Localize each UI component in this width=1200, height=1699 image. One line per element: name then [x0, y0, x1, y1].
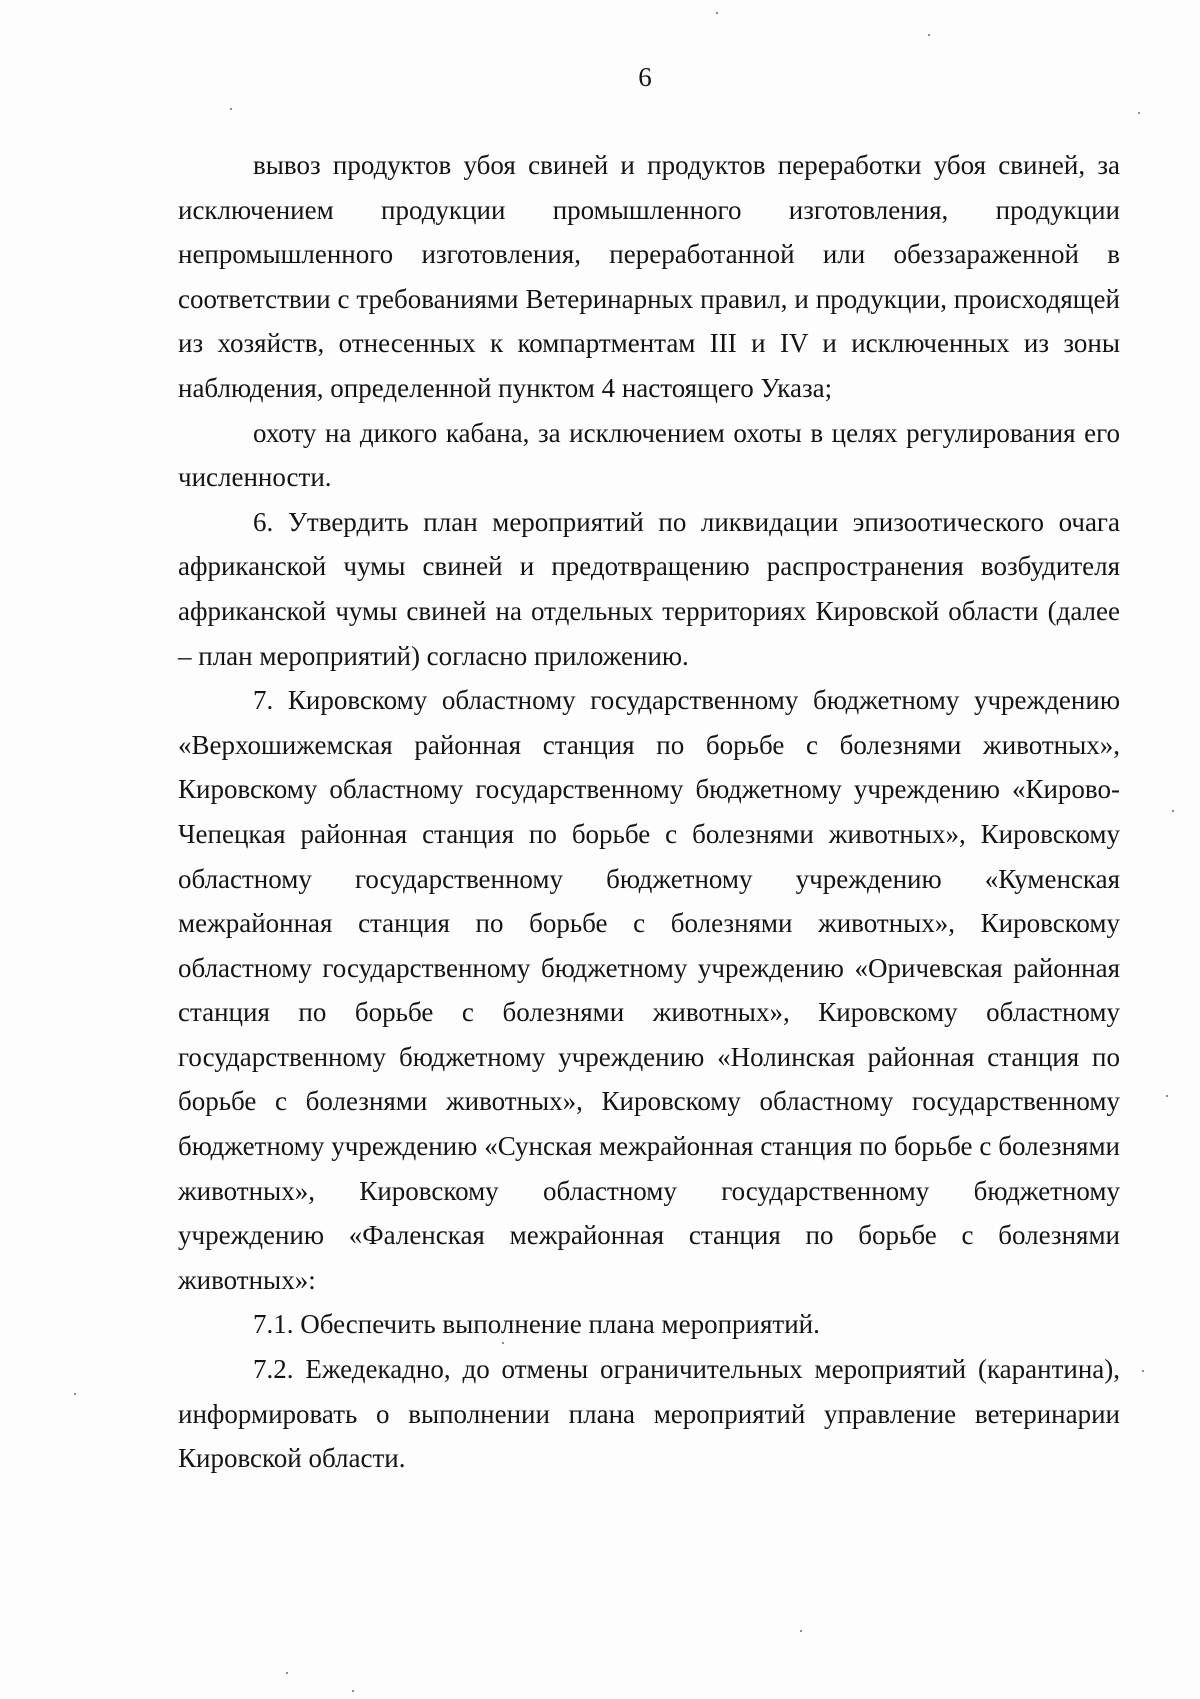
- paragraph-item-7-2: 7.2. Ежедекадно, до отмены ограничительных мероприятий (карантина), информировать о выполнении плана мероприятий управление ветеринарии Кировской области.: [178, 1354, 1120, 1474]
- paragraph-item-7: 7. Кировскому областному государственному бюджетному учреждению «Верхошижемская районная станция по борьбе с болезнями животных», Кировскому областному государственному бюджетному учреждению «Кирово-Чепецкая районная станция по борьбе с болезнями животных», Кировскому областному государственному бюджетному учреждению «Куменская межрайонная станция по борьбе с болезнями животных», Кировскому областному государственному бюджетному учреждению «Оричевская районная станция по борьбе с болезнями животных», Кировскому областному государственному бюджетному учреждению «Нолинская районная станция по борьбе с болезнями животных», Кировскому областному государственному бюджетному учреждению «Сунская межрайонная станция по борьбе с болезнями животных», Кировскому областному государственному бюджетному учреждению «Фаленская межрайонная станция по борьбе с болезнями животных»:: [178, 685, 1120, 1295]
- paragraph-export-ban: вывоз продуктов убоя свиней и продуктов переработки убоя свиней, за исключением продукции промышленного изготовления, продукции непромышленного изготовления, переработанной или обеззараженной в соответствии с требованиями Ветеринарных правил, и продукции, происходящей из хозяйств, отнесенных к компартментам III и IV и исключенных из зоны наблюдения, определенной пунктом 4 настоящего Указа;: [178, 150, 1120, 403]
- document-body: [178, 143, 1120, 1481]
- paragraph-item-6: 6. Утвердить план мероприятий по ликвидации эпизоотического очага африканской чумы свиней и предотвращению распространения возбудителя африканской чумы свиней на отдельных территориях Кировской области (далее – план мероприятий) согласно приложению.: [178, 506, 1120, 671]
- paragraph-item-7-1: 7.1. Обеспечить выполнение плана мероприятий.: [253, 1309, 820, 1340]
- paragraph-hunting-ban: охоту на дикого кабана, за исключением охоты в целях регулирования его численности.: [178, 417, 1120, 493]
- page-number: 6: [638, 62, 652, 92]
